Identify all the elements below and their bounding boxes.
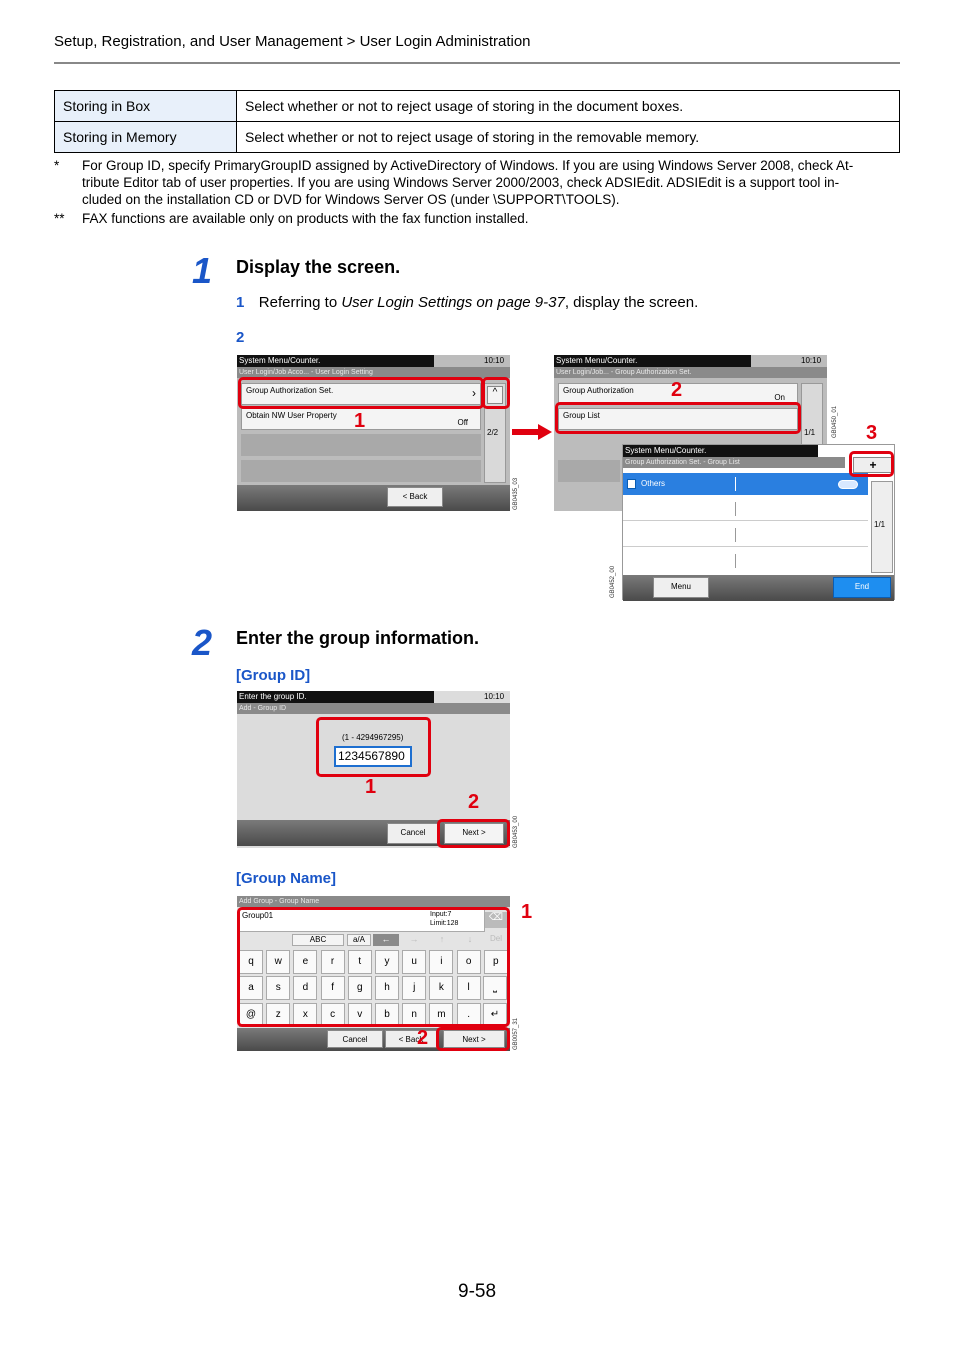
column-divider (735, 502, 736, 516)
menu-item-label: Group Authorization Set. (246, 386, 334, 395)
figure-code: GB0057_31 (513, 1017, 519, 1050)
backspace-icon[interactable]: ⌫ (485, 912, 507, 928)
screen-subtitle: Add - Group ID (237, 703, 510, 714)
callout-number: 3 (866, 422, 878, 444)
substep-1 (236, 294, 698, 312)
section-label-group-name: [Group Name] (236, 870, 337, 887)
clock: 10:10 (801, 356, 822, 365)
list-item-others[interactable] (623, 473, 868, 495)
list-item (623, 497, 868, 521)
callout-number: 2 (417, 1027, 429, 1049)
screen-group-name-keyboard (237, 896, 510, 1051)
footnote-line: tribute Editor tab of user properties. If you are using Windows Server 2000/2003, check ADSIEdit. ADSIEdit is a support tool in- (82, 175, 840, 190)
keyboard-key[interactable]: k (429, 976, 453, 1000)
figure-code: GB0453_00 (513, 815, 519, 848)
callout-number: 1 (354, 410, 366, 432)
highlight-box (482, 377, 510, 409)
page-number: 9-58 (458, 1281, 497, 1302)
keyboard-key[interactable]: f (321, 976, 345, 1000)
keyboard-key[interactable]: c (321, 1003, 345, 1027)
keyboard-key[interactable]: s (266, 976, 290, 1000)
callout-number: 1 (365, 776, 377, 798)
keyboard-key[interactable]: i (429, 950, 453, 974)
callout-number: 2 (468, 791, 480, 813)
table-cell-desc: Select whether or not to reject usage of storing in the document boxes. (237, 91, 900, 122)
footnote-line: For Group ID, specify PrimaryGroupID assigned by ActiveDirectory of Windows. If you are using Windows Server 2008, check At- (82, 158, 854, 173)
keyboard-key[interactable]: m (429, 1003, 453, 1027)
substep-text: Referring to (258, 294, 342, 311)
page-indicator: 2/2 (487, 428, 499, 437)
menu-button[interactable]: Menu (653, 577, 709, 598)
clock: 10:10 (484, 356, 505, 365)
scrollbar[interactable] (871, 481, 893, 573)
list-icon (627, 479, 636, 489)
arrow-right-icon[interactable]: → (409, 934, 419, 944)
footer-bar (623, 575, 894, 601)
arrow-left-icon[interactable]: ← (373, 934, 399, 946)
toggle-icon[interactable] (838, 480, 858, 489)
enter-icon[interactable]: ↵ (483, 1003, 507, 1027)
end-button[interactable]: End (833, 577, 891, 598)
cancel-button[interactable]: Cancel (327, 1030, 383, 1048)
screen-title: Enter the group ID. (237, 691, 434, 703)
next-button[interactable]: Next > (443, 1030, 505, 1048)
screen-subtitle: User Login/Job... - Group Authorization Set. (554, 367, 827, 378)
clock: 10:10 (484, 692, 505, 701)
figure-code: GB0435_03 (513, 477, 519, 510)
step-title: Display the screen. (236, 257, 401, 277)
keyboard-key[interactable]: o (457, 950, 481, 974)
keyboard-key[interactable]: l (457, 976, 481, 1000)
screen-subtitle: User Login/Job Acco... - User Login Setting (237, 367, 510, 378)
step-number: 2 (192, 622, 213, 663)
keyboard-key[interactable]: @ (239, 1003, 263, 1027)
header-divider (54, 62, 900, 64)
footnote-text (82, 210, 900, 227)
column-divider (735, 554, 736, 568)
menu-item-empty (558, 460, 620, 482)
menu-item-empty (241, 434, 481, 456)
menu-item-label: Obtain NW User Property (246, 411, 337, 420)
back-button[interactable]: < Back (387, 487, 443, 507)
figure-code: GB0452_00 (610, 565, 616, 598)
keyboard-key[interactable]: r (321, 950, 345, 974)
menu-item-empty (241, 460, 481, 482)
keyboard-key[interactable]: e (293, 950, 317, 974)
table-row (55, 122, 900, 153)
footnote-line: cluded on the installation CD or DVD for Windows Server OS (under \SUPPORT\TOOLS). (82, 192, 620, 207)
callout-number: 2 (671, 379, 683, 401)
options-table (54, 90, 900, 153)
highlight-box (237, 907, 510, 1027)
next-button[interactable]: Next > (444, 823, 504, 844)
arrow-up-icon[interactable]: ↑ (439, 934, 445, 944)
space-key[interactable]: ⎵ (483, 976, 507, 1000)
page-indicator: 1/1 (804, 428, 816, 437)
input-limit: Limit:128 (430, 920, 459, 927)
keyboard-key[interactable]: w (266, 950, 290, 974)
keyboard-key[interactable]: a (239, 976, 263, 1000)
arrow-down-icon[interactable]: ↓ (467, 934, 473, 944)
footnote-mark: * (54, 158, 60, 173)
footnote-mark: ** (54, 211, 65, 226)
substep-number: 2 (236, 329, 245, 346)
scroll-up-icon[interactable]: ^ (487, 386, 503, 404)
keyboard-key[interactable]: y (375, 950, 399, 974)
callout-number: 1 (521, 901, 533, 923)
step-number: 1 (192, 250, 213, 291)
screen-user-login-setting (237, 355, 519, 511)
column-divider (735, 477, 736, 491)
keyboard-key[interactable]: v (348, 1003, 372, 1027)
abc-button[interactable]: ABC (292, 934, 344, 946)
figure-code: GB0450_01 (832, 405, 838, 438)
keyboard-key[interactable]: n (402, 1003, 426, 1027)
table-cell-name: Storing in Memory (55, 122, 237, 153)
footnote-text (82, 157, 900, 208)
back-button[interactable]: < Back (385, 1030, 437, 1048)
keyboard-key[interactable]: z (266, 1003, 290, 1027)
screen-group-id (237, 691, 510, 848)
screen-subtitle: Group Authorization Set. - Group List (623, 457, 845, 468)
list-item (623, 549, 868, 573)
highlight-box (238, 377, 484, 409)
table-row (55, 91, 900, 122)
cancel-button[interactable]: Cancel (387, 823, 439, 844)
list-item (623, 523, 868, 547)
keyboard-key[interactable]: x (293, 1003, 317, 1027)
footer-bar (237, 485, 510, 511)
group-id-input[interactable]: 1234567890 (334, 746, 412, 767)
list-item-label: Others (641, 479, 666, 488)
footnote-line: FAX functions are available only on products with the fax function installed. (82, 211, 529, 226)
screen-title: System Menu/Counter. (237, 355, 434, 367)
keyboard-key[interactable]: h (375, 976, 399, 1000)
keyboard-key[interactable]: b (375, 1003, 399, 1027)
case-button[interactable]: a/A (347, 934, 371, 946)
step-title: Enter the group information. (236, 628, 479, 648)
cross-reference: User Login Settings on page 9-37 (341, 294, 565, 311)
highlight-box (849, 451, 894, 477)
keyboard-key[interactable]: d (293, 976, 317, 1000)
screen-title: System Menu/Counter. (623, 445, 818, 457)
substep-number: 1 (236, 294, 245, 311)
menu-item-value: On (774, 393, 785, 402)
highlight-box (316, 717, 431, 777)
keyboard-key[interactable]: . (457, 1003, 481, 1027)
highlight-box (437, 819, 510, 848)
range-hint: (1 - 4294967295) (342, 733, 404, 742)
keyboard-key[interactable]: q (239, 950, 263, 974)
input-value: Group01 (242, 911, 274, 920)
column-divider (735, 528, 736, 542)
keyboard-key[interactable]: p (484, 950, 508, 974)
table-cell-desc: Select whether or not to reject usage of storing in the removable memory. (237, 122, 900, 153)
breadcrumb: Setup, Registration, and User Management > User Login Administration (54, 33, 531, 50)
delete-button[interactable]: Del (489, 934, 502, 943)
highlight-box (555, 402, 801, 434)
section-label-group-id: [Group ID] (236, 667, 311, 684)
table-cell-name: Storing in Box (55, 91, 237, 122)
chevron-right-icon: › (472, 386, 476, 400)
menu-item-value: Off (457, 418, 468, 427)
menu-item-label: Group List (563, 411, 600, 420)
screen-title: System Menu/Counter. (554, 355, 751, 367)
screen-subtitle: Add Group - Group Name (237, 896, 510, 907)
keyboard-key[interactable]: j (402, 976, 426, 1000)
keyboard-key[interactable]: t (348, 950, 372, 974)
keyboard-key[interactable]: u (402, 950, 426, 974)
highlight-box (436, 1027, 510, 1051)
substep-text: , display the screen. (564, 294, 699, 311)
arrow-right-icon (512, 424, 552, 440)
add-button[interactable]: + (853, 457, 893, 473)
keyboard-key[interactable]: g (348, 976, 372, 1000)
page-indicator: 1/1 (874, 520, 886, 529)
menu-item-label: Group Authorization (563, 386, 634, 395)
input-count: Input:7 (430, 911, 452, 918)
